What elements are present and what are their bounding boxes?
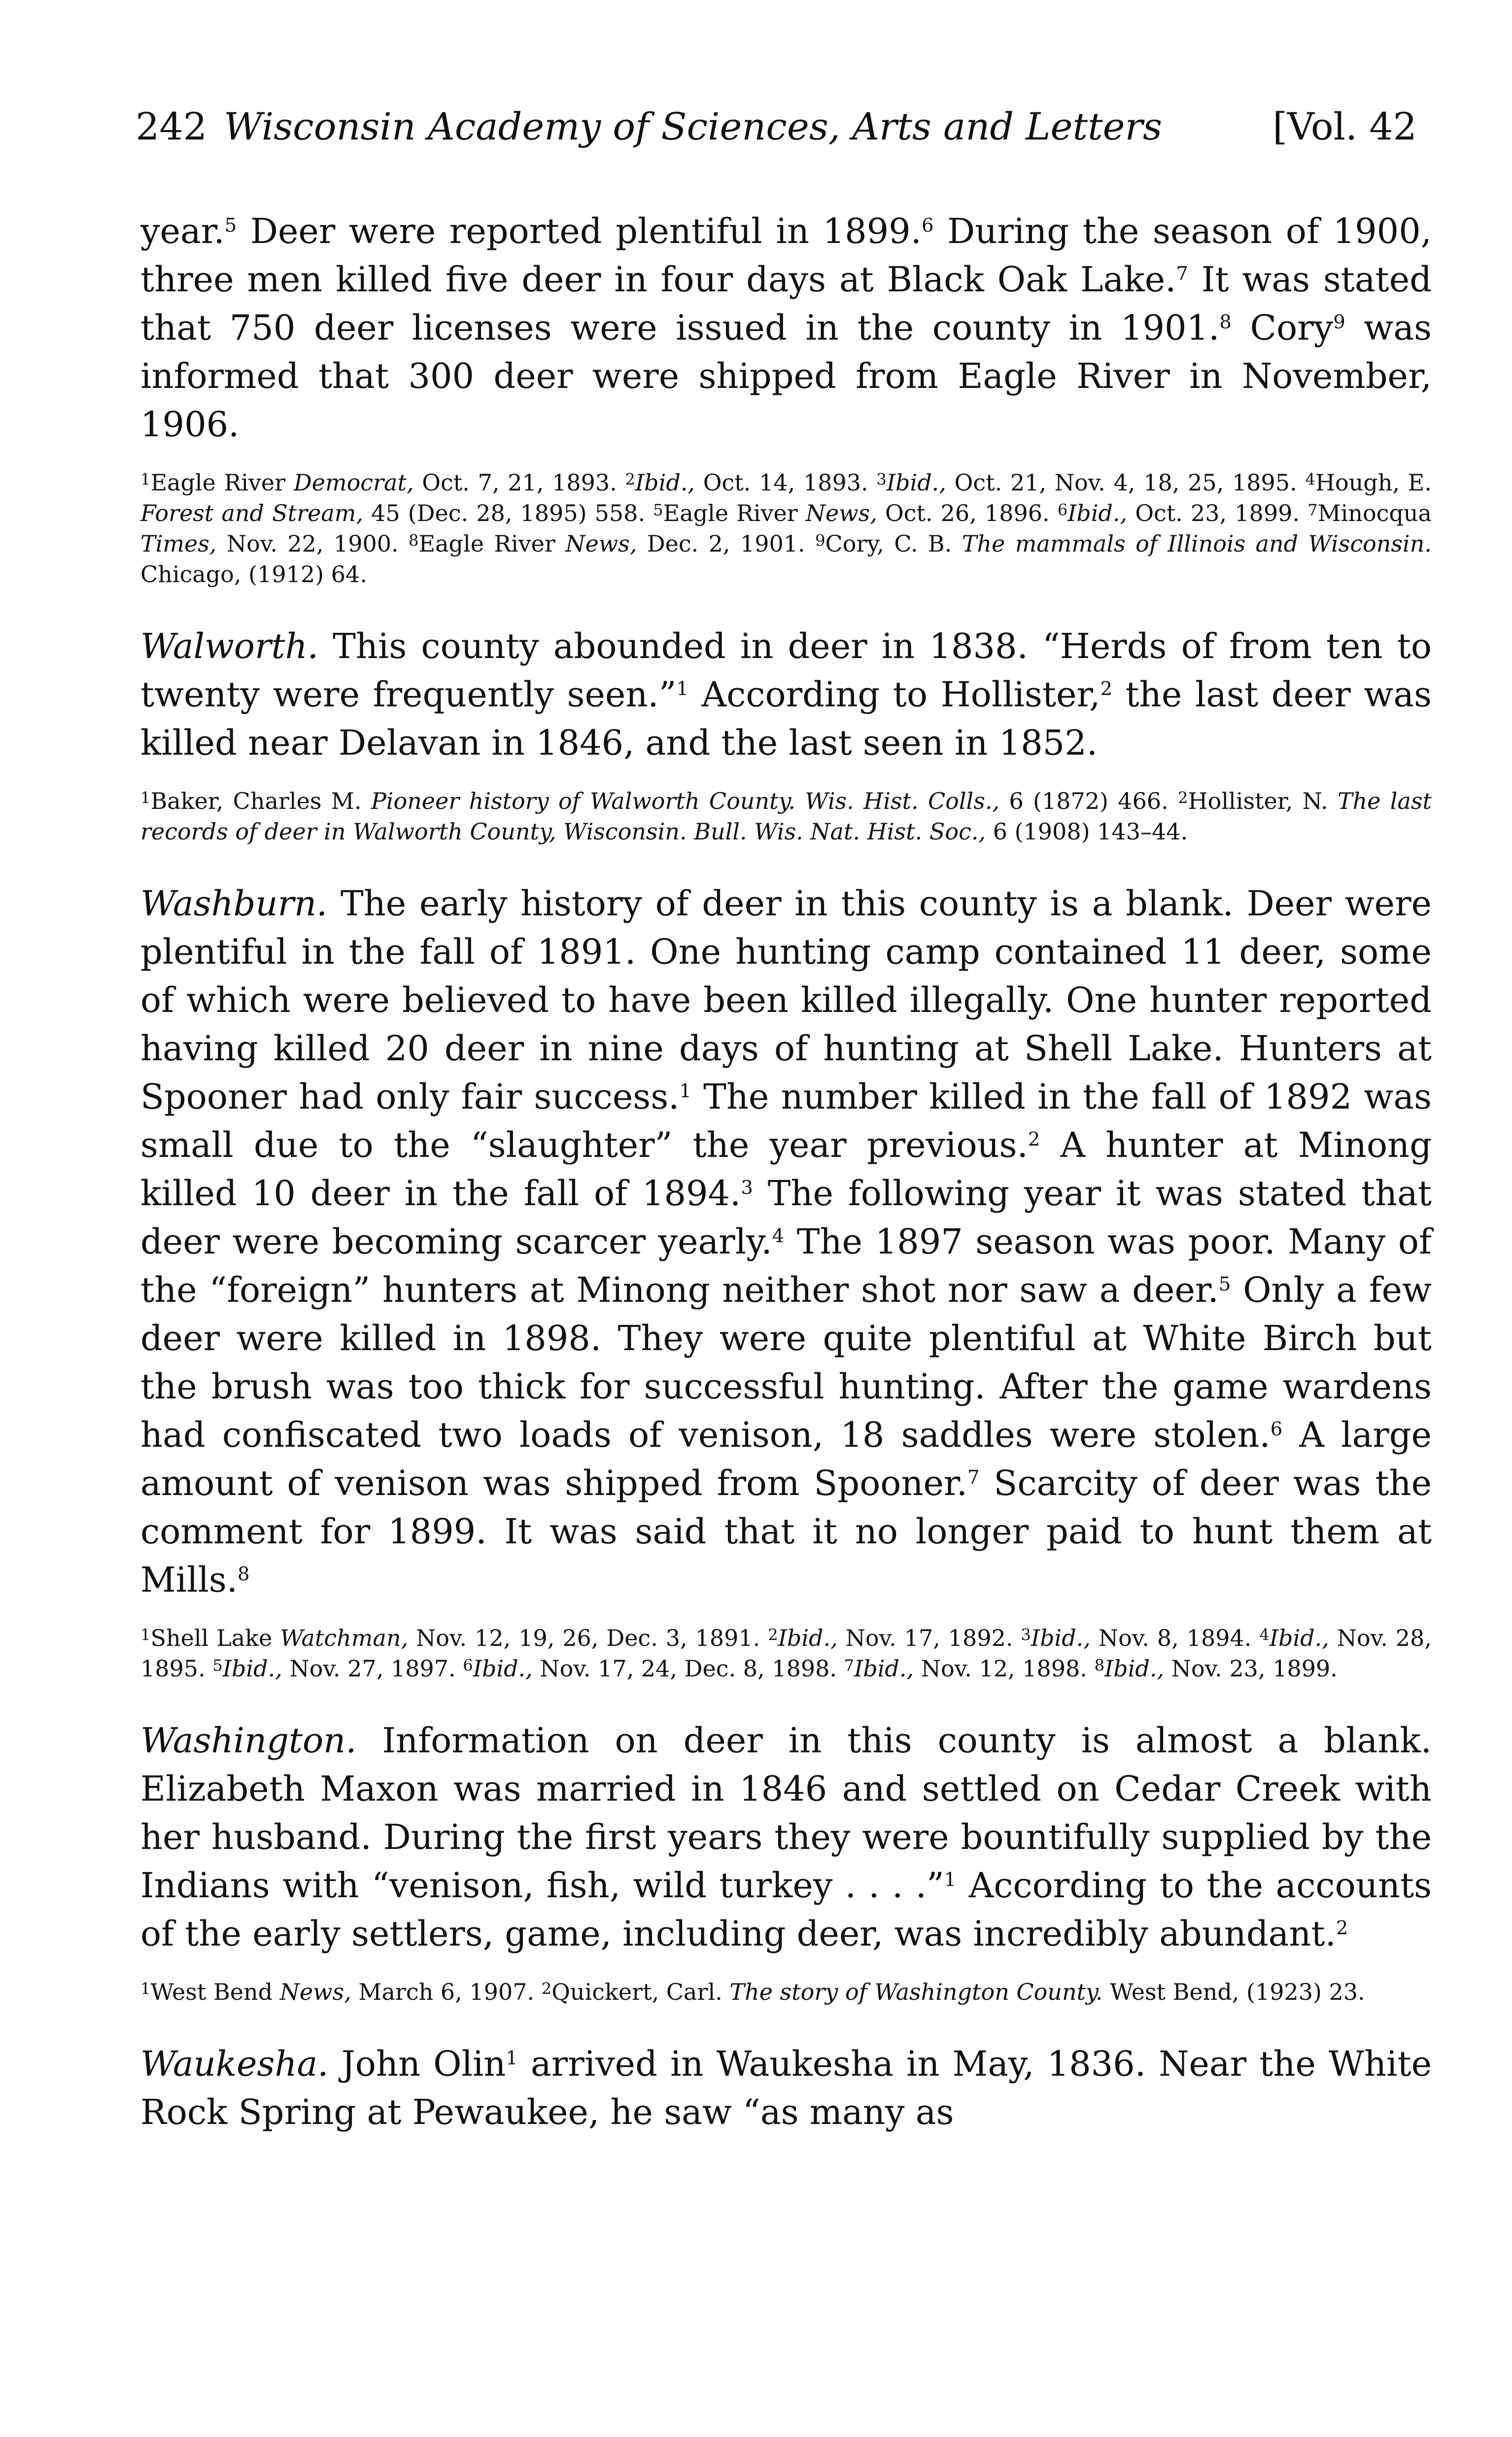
footnote-ref: 1 [679,1079,691,1102]
article-body [140,207,1432,2136]
running-header [136,106,1417,147]
volume-label: [Vol. 42 [1272,104,1417,148]
waukesha-paragraph: Waukesha. John Olin$^1$ arrived in Waukesha in May, 1836. Near the White Rock Spring at Pewaukee, he saw “as many as [140,2044,1432,2132]
county-heading-washington: Washington. [140,1720,357,1761]
footnote-ref: 8 [238,1563,250,1585]
footnote-ref: 9 [1333,311,1345,333]
footnote-ref: 6 [921,214,934,237]
footnotes-washington: $^1$West Bend News, March 6, 1907. $^2$Quickert, Carl. The story of Washington County. West Bend, (1923) 23. [140,1979,1365,2005]
footnotes-walworth: $^1$Baker, Charles M. Pioneer history of Walworth County. Wis. Hist. Colls., 6 (1872) 466. $^2$Hollister, N. The last records of deer in Walworth County, Wisconsin. Bull. Wis. Nat. Hist. Soc., 6 (1908) 143–44. [140,788,1432,845]
footnote-ref: 7 [1176,262,1188,285]
footnote-ref: 5 [224,214,237,237]
footnote-ref: 2 [1336,1916,1348,1939]
journal-title: Wisconsin Academy of Sciences, Arts and Letters [224,104,1162,148]
county-heading-washburn: Washburn. [140,883,328,924]
county-heading-waukesha: Waukesha. [140,2044,329,2084]
footnote-ref: 2 [1100,677,1113,700]
footnote-ref: 4 [772,1224,785,1247]
footnotes-vilas: $^1$Eagle River Democrat, Oct. 7, 21, 1893. $^2$Ibid., Oct. 14, 1893. $^3$Ibid., Oct. 21, Nov. 4, 18, 25, 1895. $^4$Hough, E. Forest and Stream, 45 (Dec. 28, 1895) 558. $^5$Eagle River News, Oct. 26, 1896. $^6$Ibid., Oct. 23, 1899. $^7$Minocqua Times, Nov. 22, 1900. $^8$Eagle River News, Dec. 2, 1901. $^9$Cory, C. B. The mammals of Illinois and Wisconsin. Chicago, (1912) 64. [140,469,1432,588]
footnote-ref: 7 [967,1466,980,1489]
footnote-ref: 1 [676,677,688,700]
page-number: 242 [136,104,207,148]
footnote-ref: 6 [1270,1418,1283,1440]
walworth-paragraph: Walworth. This county abounded in deer in 1838. “Herds of from ten to twenty were frequently seen.”$^1$ According to Hollister,$^2$ the last deer was killed near Delavan in 1846, and the last seen in 1852. [140,626,1432,763]
footnote-ref: 5 [1218,1273,1231,1295]
continuation-paragraph: year.$^5$ Deer were reported plentiful in 1899.$^6$ During the season of 1900, three men killed five deer in four days at Black Oak Lake.$^7$ It was stated that 750 deer licenses were issued in the county in 1901.$^8$ Cory$^9$ was informed that 300 deer were shipped from Eagle River in November, 1906. [140,211,1432,445]
washburn-paragraph: Washburn. The early history of deer in this county is a blank. Deer were plentiful in the fall of 1891. One hunting camp contained 11 deer, some of which were believed to have been killed illegally. One hunter reported having killed 20 deer in nine days of hunting at Shell Lake. Hunters at Spooner had only fair success.$^1$ The number killed in the fall of 1892 was small due to the “slaughter” the year previous.$^2$ A hunter at Minong killed 10 deer in the fall of 1894.$^3$ The following year it was stated that deer were becoming scarcer yearly.$^4$ The 1897 season was poor. Many of the “foreign” hunters at Minong neither shot nor saw a deer.$^5$ Only a few deer were killed in 1898. They were quite plentiful at White Birch but the brush was too thick for successful hunting. After the game wardens had confiscated two loads of venison, 18 saddles were stolen.$^6$ A large amount of venison was shipped from Spooner.$^7$ Scarcity of deer was the comment for 1899. It was said that it no longer paid to hunt them at Mills.$^8$ [140,883,1432,1600]
footnote-ref: 1 [506,2047,518,2069]
footnote-ref: 1 [944,1868,957,1891]
footnotes-washburn: $^1$Shell Lake Watchman, Nov. 12, 19, 26, Dec. 3, 1891. $^2$Ibid., Nov. 17, 1892. $^3$Ibid., Nov. 8, 1894. $^4$Ibid., Nov. 28, 1895. $^5$Ibid., Nov. 27, 1897. $^6$Ibid., Nov. 17, 24, Dec. 8, 1898. $^7$Ibid., Nov. 12, 1898. $^8$Ibid., Nov. 23, 1899. [140,1625,1432,1682]
washington-paragraph: Washington. Information on deer in this county is almost a blank. Elizabeth Maxon was married in 1846 and settled on Cedar Creek with her husband. During the first years they were bountifully supplied by the Indians with “venison, fish, wild turkey . . . .”$^1$ According to the accounts of the early settlers, game, including deer, was incredibly abundant.$^2$ [140,1720,1432,1954]
county-heading-walworth: Walworth. [140,626,318,666]
footnote-ref: 8 [1219,311,1232,333]
footnote-ref: 2 [1028,1128,1040,1150]
footnote-ref: 3 [741,1176,753,1199]
